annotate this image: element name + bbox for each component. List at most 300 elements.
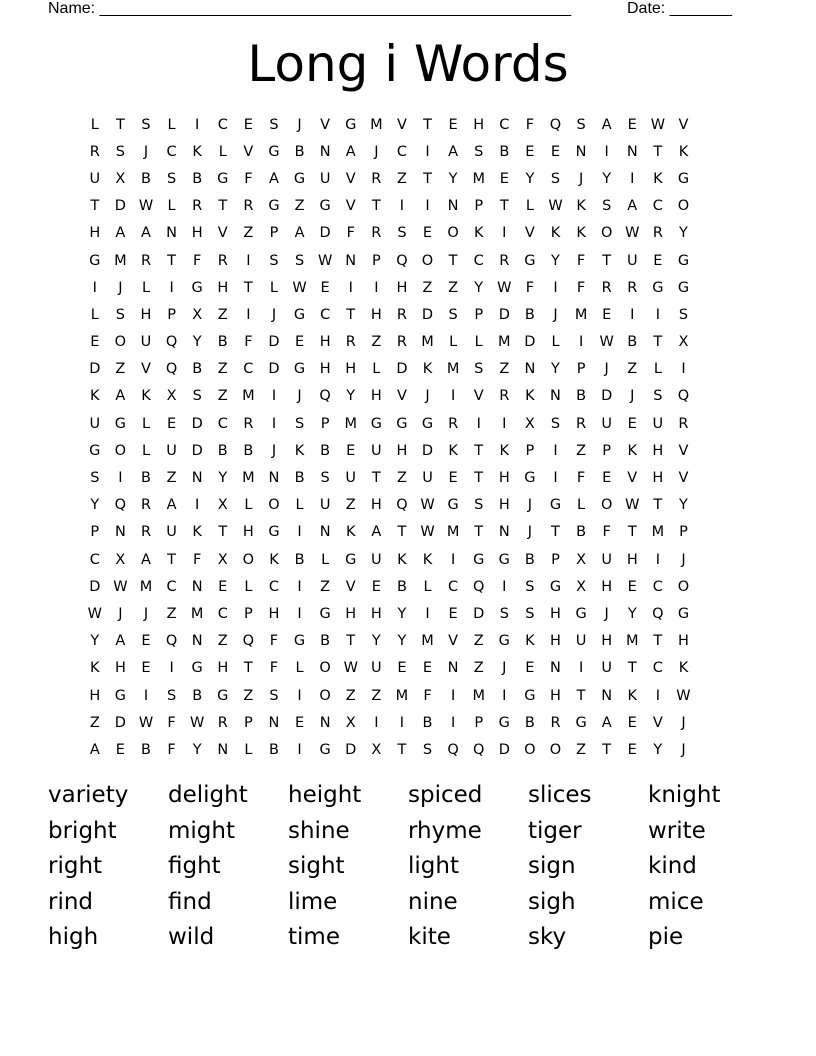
- word-bank-item: variety: [48, 782, 129, 808]
- grid-letter: S: [269, 687, 279, 704]
- grid-letter: K: [192, 524, 202, 541]
- word-bank-item: write: [648, 817, 706, 844]
- grid-letter: U: [371, 660, 382, 677]
- grid-letter: E: [525, 143, 535, 160]
- grid-letter: J: [681, 714, 686, 731]
- grid-letter: C: [652, 198, 663, 215]
- grid-letter: X: [524, 415, 535, 432]
- grid-letter: L: [372, 361, 381, 378]
- grid-letter: T: [346, 306, 356, 323]
- word-bank-item: height: [288, 782, 362, 808]
- grid-letter: S: [192, 388, 202, 405]
- grid-letter: A: [268, 170, 279, 187]
- grid-letter: N: [191, 578, 203, 595]
- grid-letter: R: [396, 334, 407, 351]
- grid-letter: U: [319, 170, 331, 187]
- grid-letter: E: [243, 116, 253, 133]
- grid-letter: U: [371, 442, 382, 459]
- grid-letter: L: [141, 442, 151, 459]
- grid-letter: R: [371, 170, 382, 187]
- grid-letter: D: [498, 306, 510, 323]
- grid-letter: P: [243, 714, 253, 731]
- grid-letter: L: [295, 497, 304, 514]
- grid-letter: Z: [448, 279, 459, 296]
- grid-letter: P: [525, 442, 535, 459]
- grid-letter: O: [677, 578, 690, 595]
- grid-letter: G: [549, 578, 562, 595]
- grid-letter: F: [525, 279, 535, 296]
- grid-letter: Y: [397, 605, 407, 622]
- grid-letter: E: [320, 279, 330, 296]
- grid-letter: V: [320, 116, 331, 133]
- grid-letter: E: [653, 252, 663, 269]
- grid-letter: L: [167, 116, 176, 133]
- grid-letter: R: [243, 415, 254, 432]
- grid-letter: E: [627, 415, 637, 432]
- grid-letter: N: [319, 143, 331, 160]
- grid-letter: H: [217, 660, 229, 677]
- grid-letter: Q: [396, 252, 408, 269]
- grid-letter: K: [550, 225, 561, 242]
- grid-letter: B: [576, 524, 587, 541]
- grid-letter: L: [423, 578, 432, 595]
- grid-letter: Z: [115, 361, 126, 378]
- grid-letter: I: [681, 361, 686, 378]
- grid-letter: U: [422, 470, 433, 487]
- word-bank-item: wild: [168, 924, 215, 951]
- grid-letter: O: [600, 225, 613, 242]
- word-bank-item: right: [48, 853, 103, 880]
- grid-letter: I: [655, 687, 660, 704]
- grid-letter: C: [652, 660, 663, 677]
- grid-letter: K: [90, 388, 100, 405]
- grid-letter: T: [551, 524, 560, 541]
- word-bank-item: time: [288, 924, 340, 951]
- grid-letter: T: [653, 633, 663, 650]
- grid-letter: P: [474, 198, 484, 215]
- grid-letter: Y: [551, 361, 560, 378]
- grid-letter: K: [576, 225, 586, 242]
- grid-letter: L: [525, 198, 534, 215]
- grid-letter: E: [627, 741, 637, 758]
- grid-letter: C: [243, 361, 254, 378]
- grid-letter: G: [498, 633, 510, 650]
- grid-letter: A: [627, 198, 638, 215]
- grid-letter: G: [498, 714, 510, 731]
- grid-letter: S: [576, 116, 586, 133]
- grid-letter: S: [474, 361, 484, 378]
- grid-letter: H: [370, 388, 382, 405]
- grid-letter: Z: [217, 361, 228, 378]
- grid-letter: G: [268, 198, 280, 215]
- word-bank-item: kind: [648, 853, 697, 880]
- name-field-line: Name: _____________________________________________________: [48, 0, 572, 17]
- grid-letter: E: [448, 605, 458, 622]
- grid-letter: U: [601, 660, 612, 677]
- grid-letter: T: [653, 334, 663, 351]
- grid-letter: M: [370, 116, 383, 133]
- grid-letter: Y: [448, 170, 458, 187]
- grid-letter: T: [167, 551, 176, 568]
- grid-letter: D: [396, 361, 408, 378]
- grid-letter: A: [141, 551, 151, 568]
- grid-row: [82, 410, 696, 437]
- grid-letter: G: [217, 170, 229, 187]
- grid-letter: E: [397, 660, 407, 677]
- grid-letter: T: [627, 660, 637, 677]
- grid-letter: B: [396, 578, 407, 595]
- grid-letter: H: [345, 605, 357, 622]
- grid-letter: T: [115, 116, 125, 133]
- grid-letter: D: [114, 714, 126, 731]
- grid-letter: N: [601, 687, 613, 704]
- word-bank-item: sky: [528, 924, 567, 951]
- grid-letter: F: [244, 170, 253, 187]
- grid-letter: U: [166, 524, 177, 541]
- word-bank-item: rind: [48, 888, 94, 915]
- word-bank-item: kite: [408, 924, 451, 951]
- grid-letter: U: [319, 497, 331, 514]
- word-search-grid: [82, 111, 696, 764]
- grid-letter: H: [550, 633, 561, 650]
- grid-letter: U: [601, 551, 612, 568]
- grid-letter: V: [524, 225, 535, 242]
- grid-letter: F: [525, 116, 535, 133]
- grid-letter: I: [297, 605, 302, 622]
- grid-letter: S: [550, 415, 561, 432]
- grid-letter: P: [320, 415, 330, 432]
- grid-letter: C: [320, 306, 331, 323]
- grid-letter: J: [297, 388, 302, 405]
- grid-letter: L: [141, 279, 151, 296]
- grid-letter: A: [294, 225, 305, 242]
- grid-letter: K: [525, 633, 535, 650]
- grid-letter: C: [473, 252, 484, 269]
- grid-letter: I: [578, 334, 584, 351]
- grid-letter: S: [294, 252, 305, 269]
- grid-letter: G: [114, 415, 127, 432]
- grid-letter: K: [499, 442, 510, 459]
- grid-letter: M: [395, 687, 409, 704]
- grid-letter: H: [626, 551, 638, 568]
- grid-letter: L: [295, 660, 304, 677]
- grid-row: [82, 437, 696, 464]
- grid-letter: R: [371, 225, 382, 242]
- grid-letter: T: [576, 687, 586, 704]
- grid-letter: H: [345, 361, 357, 378]
- grid-letter: I: [425, 605, 430, 622]
- grid-letter: J: [604, 361, 609, 378]
- grid-letter: H: [396, 279, 408, 296]
- grid-letter: C: [217, 605, 228, 622]
- grid-letter: Z: [345, 687, 356, 704]
- grid-letter: X: [217, 551, 228, 568]
- grid-letter: N: [166, 225, 177, 242]
- grid-letter: I: [399, 714, 405, 731]
- word-bank-item: sign: [528, 853, 576, 880]
- grid-letter: S: [115, 306, 125, 323]
- grid-letter: R: [89, 143, 100, 160]
- grid-letter: U: [626, 252, 638, 269]
- grid-letter: L: [269, 279, 278, 296]
- grid-letter: T: [474, 524, 484, 541]
- grid-letter: D: [601, 388, 613, 405]
- grid-letter: F: [269, 660, 279, 677]
- grid-letter: Y: [525, 170, 535, 187]
- grid-letter: Q: [165, 334, 178, 351]
- grid-letter: X: [345, 714, 356, 731]
- grid-letter: W: [343, 660, 358, 677]
- grid-letter: V: [448, 633, 459, 650]
- grid-letter: I: [297, 687, 302, 704]
- grid-row: [82, 301, 696, 328]
- grid-letter: R: [345, 334, 356, 351]
- grid-letter: L: [90, 306, 99, 323]
- grid-letter: O: [677, 198, 690, 215]
- grid-letter: E: [602, 306, 612, 323]
- grid-letter: D: [345, 741, 357, 758]
- grid-row: [82, 519, 696, 546]
- grid-letter: B: [294, 470, 305, 487]
- grid-letter: E: [602, 470, 612, 487]
- grid-letter: X: [115, 551, 126, 568]
- grid-letter: O: [319, 660, 331, 677]
- grid-letter: H: [242, 524, 254, 541]
- grid-letter: U: [140, 334, 152, 351]
- word-bank-item: spiced: [408, 782, 483, 808]
- grid-letter: E: [422, 660, 433, 677]
- grid-letter: B: [268, 741, 279, 758]
- grid-letter: E: [294, 334, 305, 351]
- grid-letter: K: [90, 660, 100, 677]
- grid-letter: G: [191, 660, 203, 677]
- grid-letter: K: [345, 524, 356, 541]
- grid-letter: G: [473, 551, 485, 568]
- grid-letter: H: [114, 660, 126, 677]
- grid-letter: Y: [192, 334, 202, 351]
- grid-letter: Y: [397, 633, 407, 650]
- grid-letter: H: [191, 225, 203, 242]
- grid-row: [82, 193, 696, 220]
- grid-letter: J: [118, 279, 123, 296]
- word-bank-item: might: [168, 817, 235, 844]
- grid-letter: G: [396, 415, 408, 432]
- grid-letter: C: [217, 415, 228, 432]
- grid-letter: K: [627, 687, 638, 704]
- grid-letter: M: [114, 252, 127, 269]
- grid-letter: O: [114, 442, 127, 459]
- grid-row: [82, 682, 696, 709]
- grid-letter: I: [118, 470, 123, 487]
- grid-letter: Q: [396, 497, 408, 514]
- grid-letter: Y: [653, 741, 663, 758]
- grid-letter: V: [141, 361, 151, 378]
- grid-letter: S: [525, 605, 535, 622]
- grid-letter: D: [268, 361, 280, 378]
- grid-letter: B: [243, 442, 254, 459]
- grid-letter: P: [269, 225, 279, 242]
- grid-letter: U: [166, 442, 177, 459]
- grid-letter: Q: [677, 388, 690, 405]
- grid-letter: C: [396, 143, 407, 160]
- grid-letter: R: [192, 198, 203, 215]
- grid-letter: B: [192, 361, 203, 378]
- grid-letter: K: [473, 225, 484, 242]
- grid-letter: Y: [90, 497, 100, 514]
- grid-letter: Q: [472, 578, 485, 595]
- grid-letter: I: [604, 143, 609, 160]
- grid-letter: L: [244, 497, 253, 514]
- grid-letter: J: [630, 388, 635, 405]
- grid-letter: I: [246, 252, 251, 269]
- grid-letter: M: [446, 524, 460, 541]
- grid-letter: B: [294, 143, 305, 160]
- grid-letter: I: [553, 442, 558, 459]
- grid-letter: C: [499, 116, 510, 133]
- grid-letter: Z: [166, 605, 177, 622]
- grid-letter: G: [345, 551, 357, 568]
- grid-letter: C: [652, 578, 663, 595]
- grid-letter: B: [217, 334, 228, 351]
- grid-letter: F: [346, 225, 355, 242]
- grid-letter: T: [218, 198, 228, 215]
- grid-letter: W: [625, 225, 640, 242]
- grid-letter: G: [652, 279, 664, 296]
- grid-letter: S: [320, 470, 330, 487]
- word-bank-item: fight: [168, 853, 221, 880]
- grid-letter: P: [679, 524, 688, 541]
- grid-letter: A: [448, 143, 459, 160]
- grid-row: [82, 600, 696, 627]
- grid-letter: H: [473, 116, 485, 133]
- grid-letter: P: [474, 714, 484, 731]
- grid-letter: H: [89, 687, 101, 704]
- grid-letter: Z: [345, 497, 356, 514]
- grid-letter: D: [89, 361, 101, 378]
- grid-letter: T: [423, 116, 432, 133]
- grid-letter: Z: [166, 470, 177, 487]
- grid-letter: E: [627, 714, 637, 731]
- grid-letter: M: [446, 361, 460, 378]
- grid-letter: K: [678, 660, 689, 677]
- grid-letter: I: [502, 225, 507, 242]
- grid-letter: E: [218, 578, 228, 595]
- grid-letter: H: [370, 497, 382, 514]
- grid-row: [82, 165, 696, 192]
- grid-letter: I: [169, 279, 174, 296]
- grid-letter: H: [140, 306, 152, 323]
- grid-letter: K: [192, 143, 202, 160]
- grid-letter: N: [268, 714, 280, 731]
- grid-letter: S: [397, 225, 407, 242]
- grid-letter: G: [319, 198, 331, 215]
- grid-letter: J: [578, 170, 584, 187]
- grid-letter: I: [425, 198, 430, 215]
- grid-letter: T: [423, 170, 432, 187]
- grid-letter: S: [115, 143, 125, 160]
- grid-letter: K: [294, 442, 305, 459]
- grid-letter: G: [524, 252, 536, 269]
- grid-letter: I: [399, 198, 405, 215]
- grid-letter: N: [626, 143, 638, 160]
- grid-letter: V: [396, 388, 407, 405]
- grid-letter: H: [652, 470, 664, 487]
- grid-letter: J: [604, 605, 609, 622]
- grid-letter: R: [678, 415, 689, 432]
- grid-letter: M: [344, 415, 357, 432]
- grid-letter: R: [140, 497, 152, 514]
- grid-letter: A: [166, 497, 177, 514]
- grid-letter: P: [551, 551, 560, 568]
- grid-letter: S: [525, 578, 535, 595]
- grid-letter: I: [297, 578, 302, 595]
- grid-row: [82, 546, 696, 573]
- grid-letter: S: [474, 143, 484, 160]
- grid-letter: N: [319, 714, 331, 731]
- grid-letter: R: [448, 415, 459, 432]
- grid-letter: I: [425, 143, 430, 160]
- grid-letter: H: [370, 605, 382, 622]
- grid-letter: Z: [473, 633, 484, 650]
- grid-letter: G: [89, 442, 101, 459]
- grid-letter: R: [550, 714, 561, 731]
- grid-letter: M: [574, 306, 588, 323]
- grid-letter: M: [498, 334, 511, 351]
- grid-letter: K: [422, 361, 433, 378]
- grid-letter: G: [447, 497, 459, 514]
- grid-letter: V: [678, 470, 689, 487]
- grid-letter: S: [602, 198, 612, 215]
- grid-letter: G: [575, 714, 587, 731]
- grid-letter: Z: [89, 714, 100, 731]
- grid-letter: F: [167, 714, 176, 731]
- grid-letter: G: [293, 170, 306, 187]
- grid-letter: T: [243, 660, 253, 677]
- grid-letter: A: [345, 143, 356, 160]
- word-bank-item: high: [48, 924, 99, 951]
- grid-letter: N: [191, 633, 203, 650]
- grid-letter: V: [678, 442, 689, 459]
- grid-letter: V: [243, 143, 254, 160]
- grid-letter: T: [602, 741, 612, 758]
- grid-letter: X: [371, 741, 382, 758]
- grid-letter: M: [139, 578, 153, 595]
- grid-letter: Z: [422, 279, 433, 296]
- word-bank-item: rhyme: [408, 817, 482, 844]
- grid-letter: J: [143, 605, 149, 622]
- grid-letter: O: [242, 551, 255, 568]
- grid-letter: I: [630, 306, 635, 323]
- grid-letter: L: [577, 497, 586, 514]
- grid-letter: P: [474, 306, 484, 323]
- grid-letter: E: [422, 225, 433, 242]
- grid-letter: J: [502, 660, 507, 677]
- grid-letter: E: [141, 633, 151, 650]
- grid-letter: P: [576, 361, 586, 378]
- grid-letter: E: [627, 116, 637, 133]
- grid-letter: A: [115, 388, 126, 405]
- grid-letter: X: [678, 334, 689, 351]
- grid-letter: I: [143, 687, 149, 704]
- grid-letter: G: [293, 306, 306, 323]
- grid-letter: B: [141, 741, 151, 758]
- grid-letter: N: [524, 361, 536, 378]
- grid-letter: J: [681, 741, 686, 758]
- grid-letter: M: [190, 605, 204, 622]
- grid-letter: T: [90, 198, 100, 215]
- word-bank-item: pie: [648, 924, 684, 951]
- grid-letter: N: [319, 524, 331, 541]
